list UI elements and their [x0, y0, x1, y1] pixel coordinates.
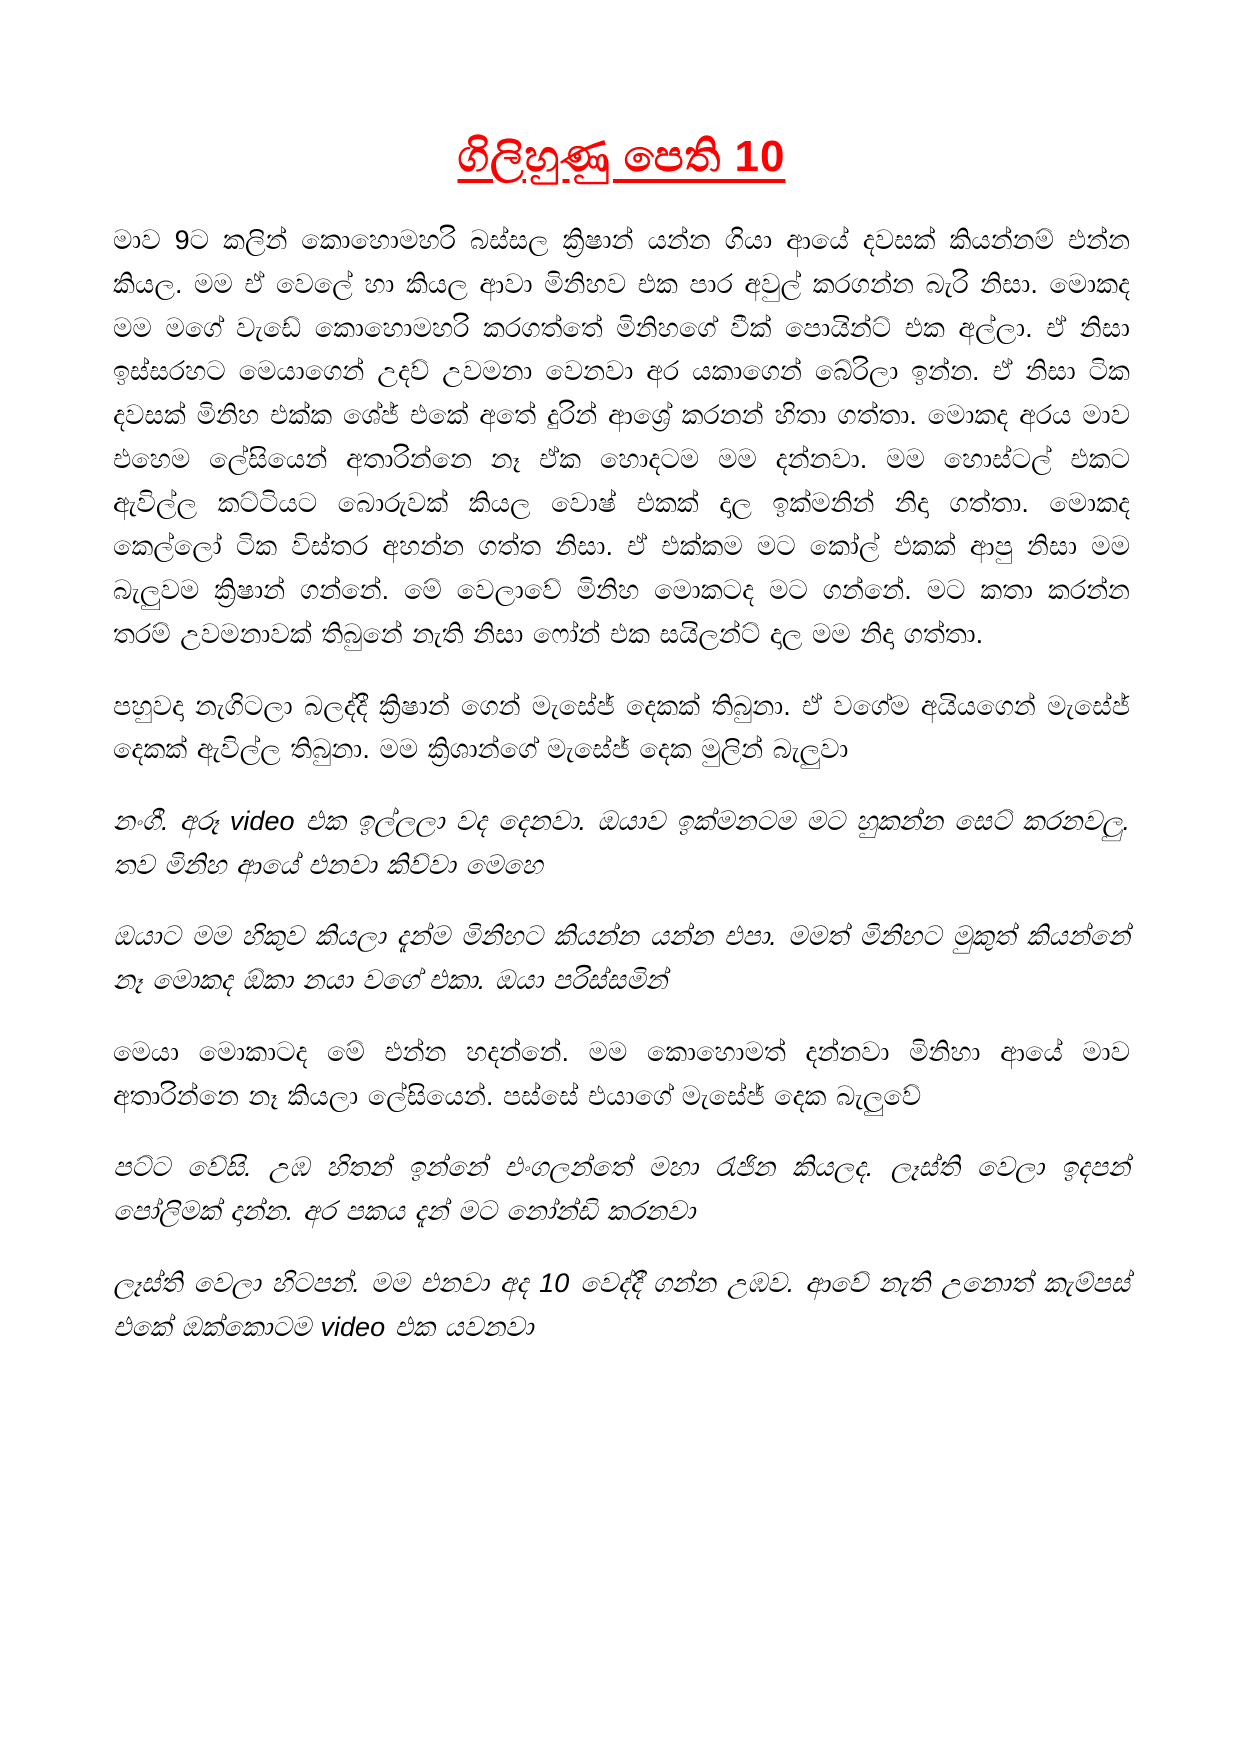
paragraph-3-message-quote: නංගී. අරූ video එක ඉල්ලලා වද දෙනවා. ඔයාව ඉක්මනටම මට හුකන්න සෙට් කරනවලු. තව මිනිහ ආයේ එනවා කිව්වා මෙහෙ: [113, 806, 1130, 880]
paragraph-4-message-quote: ඔයාට මම හිකුව කියලා දැන්ම මිනිහට කියන්න යන්න එපා. මමත් මිනිහට මුකුත් කියන්නේ නෑ මොකද ඕකා නයා වගේ එකා. ඔයා පරිස්සමින්: [113, 921, 1130, 996]
paragraph-6-message-quote: පට්ට වේසි. උඹ හිතන් ඉන්නේ එංගලන්තේ මහා රැජින කියලද. ලෑස්ති වෙලා ඉදපන් පෝලිමක් දාන්න. අර පකය දැන් මට නෝන්ඩි කරනවා: [113, 1152, 1130, 1227]
paragraph-1: මාව 9ට කලින් කොහොමහරි බස්සල ක්‍රිෂාන් යන්න ගියා ආයේ දවසක් කියන්නම් එන්න කියල. මම ඒ වෙලේ හා කියල ආවා මිනිහව එක පාර අවුල් කරගන්න බැරි නිසා. මොකද මම මගේ වැඩේ කොහොමහරි කරගත්තේ මිනිහගේ වීක් පොයින්ට් එක අල්ලා. ඒ නිසා ඉස්සරහට මෙයාගෙන් උදව් උවමනා වෙනවා අර යකාගෙන් බේරිලා ඉන්න. ඒ නිසා ටික දවසක් මිනිහ එක්ක ශේජ් එකේ අතේ දුරින් ආශ්‍රේ කරනන් හිතා ගත්තා. මොකද අරය මාව එහෙම ලේසියෙන් අතාරින්නෙ නෑ ඒක හොදටම මම දන්නවා. මම හොස්ටල් එකට ඇවිල්ල කට්ටියට බොරුවක් කියල වොෂ් එකක් දාල ඉක්මනින් නිදා ගත්තා. මොකද කෙල්ලෝ ටික විස්තර අහන්න ගත්ත නිසා. ඒ එක්කම මට කෝල් එකක් ආපු නිසා මම බැලුවම ක්‍රිෂාන් ගන්නේ. මේ වෙලාවේ මිනිහ මොකටද මට ගන්නේ. මට කතා කරන්න තරම් උවමනාවක් තිබුනේ නැති නිසා ෆෝන් එක සයිලන්ට් දාල මම නිදා ගත්තා.: [113, 225, 1130, 649]
paragraph-5: මෙයා මොකාටද මේ එන්න හදන්නේ. මම කොහොමත් දන්නවා මිනිහා ආයේ මාව අතාරින්නෙ නෑ කියලා ලේසියෙන්. පස්සේ එයාගේ මැසේජ් දෙක බැලුවේ: [113, 1036, 1130, 1111]
paragraph-7-message-quote: ලෑස්ති වෙලා හිටපන්. මම එනවා අද 10 වෙද්දී ගන්න උඹව. ආවේ නැති උනොත් කැම්පස් එකේ ඔක්කොටම video එක යවනවා: [113, 1267, 1130, 1342]
page-title: ගිලිහුණු පෙති 10: [457, 132, 786, 181]
paragraph-2: පහුවදා නැගිටලා බලද්දී ක්‍රිෂාන් ගෙන් මැසේජ් දෙකක් තිබුනා. ඒ වගේම අයියගෙන් මැසේජ් දෙකක් ඇවිල්ල තිබුනා. මම ක්‍රිශාන්ගේ මැසේජ් දෙක මුලින් බැලුවා: [113, 690, 1130, 765]
